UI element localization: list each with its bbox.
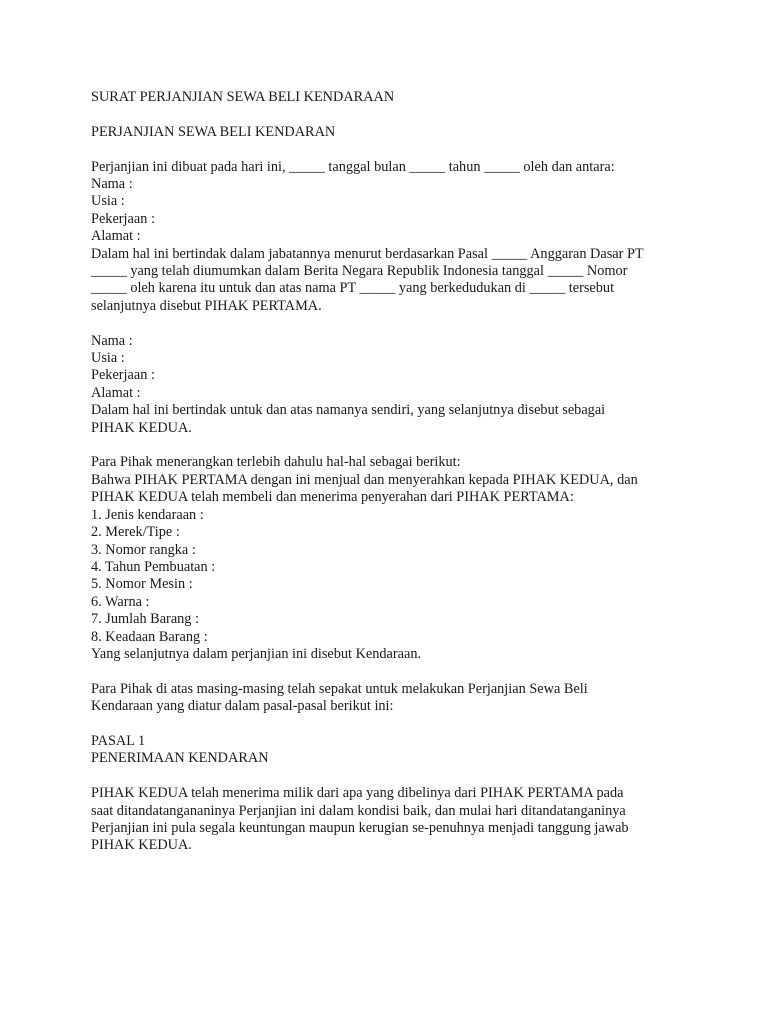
agreement-line: Kendaraan yang diatur dalam pasal-pasal berikut ini: xyxy=(91,698,394,715)
document-subtitle: PERJANJIAN SEWA BELI KENDARAN xyxy=(91,123,336,140)
party2-desc-line: PIHAK KEDUA. xyxy=(91,419,192,436)
party2-pekerjaan: Pekerjaan : xyxy=(91,367,155,384)
party1-desc-line: _____ yang telah diumumkan dalam Berita Negara Republik Indonesia tanggal _____ Nomor xyxy=(91,263,628,280)
pasal1-line: PIHAK KEDUA. xyxy=(91,837,192,854)
recital-closing: Yang selanjutnya dalam perjanjian ini disebut Kendaraan. xyxy=(91,645,422,662)
document-title: SURAT PERJANJIAN SEWA BELI KENDARAAN xyxy=(91,89,395,105)
party2-usia: Usia : xyxy=(91,350,125,367)
pasal1-line: saat ditandatangananinya Perjanjian ini dalam kondisi baik, dan mulai hari ditandatanganinya xyxy=(91,802,626,819)
vehicle-item-mesin: 5. Nomor Mesin : xyxy=(91,576,193,593)
agreement-line: Para Pihak di atas masing-masing telah sepakat untuk melakukan Perjanjian Sewa Beli xyxy=(91,680,588,697)
party1-desc-line: selanjutnya disebut PIHAK PERTAMA. xyxy=(91,297,322,314)
recital-line: Para Pihak menerangkan terlebih dahulu hal-hal sebagai berikut: xyxy=(91,454,461,471)
spacer xyxy=(91,106,681,123)
vehicle-item-jumlah: 7. Jumlah Barang : xyxy=(91,611,200,628)
spacer xyxy=(91,437,681,454)
spacer xyxy=(91,663,681,680)
party1-alamat: Alamat : xyxy=(91,228,141,245)
party1-pekerjaan: Pekerjaan : xyxy=(91,210,155,227)
party1-nama: Nama : xyxy=(91,176,133,192)
spacer xyxy=(91,768,681,785)
pasal1-line: PIHAK KEDUA telah menerima milik dari apa yang dibelinya dari PIHAK PERTAMA pada xyxy=(91,785,624,802)
intro-text: Perjanjian ini dibuat pada hari ini, _____ tanggal bulan _____ tahun _____ oleh dan antara: xyxy=(91,158,615,175)
party2-alamat: Alamat : xyxy=(91,384,141,401)
pasal1-line: Perjanjian ini pula segala keuntungan maupun kerugian se-penuhnya menjadi tanggung jawab xyxy=(91,819,629,836)
party1-desc-line: _____ oleh karena itu untuk dan atas nama PT _____ yang berkedudukan di _____ tersebut xyxy=(91,280,615,297)
recital-line: PIHAK KEDUA telah membeli dan menerima penyerahan dari PIHAK PERTAMA: xyxy=(91,489,574,506)
party1-desc-line: Dalam hal ini bertindak dalam jabatannya menurut berdasarkan Pasal _____ Anggaran Dasar PT xyxy=(91,245,644,262)
pasal1-heading: PASAL 1 xyxy=(91,732,146,749)
spacer xyxy=(91,716,681,733)
vehicle-item-keadaan: 8. Keadaan Barang : xyxy=(91,628,208,645)
party2-nama: Nama : xyxy=(91,332,133,349)
vehicle-item-tahun: 4. Tahun Pembuatan : xyxy=(91,558,216,575)
party1-usia: Usia : xyxy=(91,193,125,210)
vehicle-item-warna: 6. Warna : xyxy=(91,593,150,610)
document-body xyxy=(91,89,681,855)
vehicle-item-merek: 2. Merek/Tipe : xyxy=(91,524,180,541)
spacer xyxy=(91,141,681,158)
vehicle-item-rangka: 3. Nomor rangka : xyxy=(91,541,196,558)
spacer xyxy=(91,315,681,332)
recital-line: Bahwa PIHAK PERTAMA dengan ini menjual dan menyerahkan kepada PIHAK KEDUA, dan xyxy=(91,471,638,488)
party2-desc-line: Dalam hal ini bertindak untuk dan atas namanya sendiri, yang selanjutnya disebut sebagai xyxy=(91,402,606,419)
vehicle-item-jenis: 1. Jenis kendaraan : xyxy=(91,506,204,523)
pasal1-title: PENERIMAAN KENDARAN xyxy=(91,750,269,767)
